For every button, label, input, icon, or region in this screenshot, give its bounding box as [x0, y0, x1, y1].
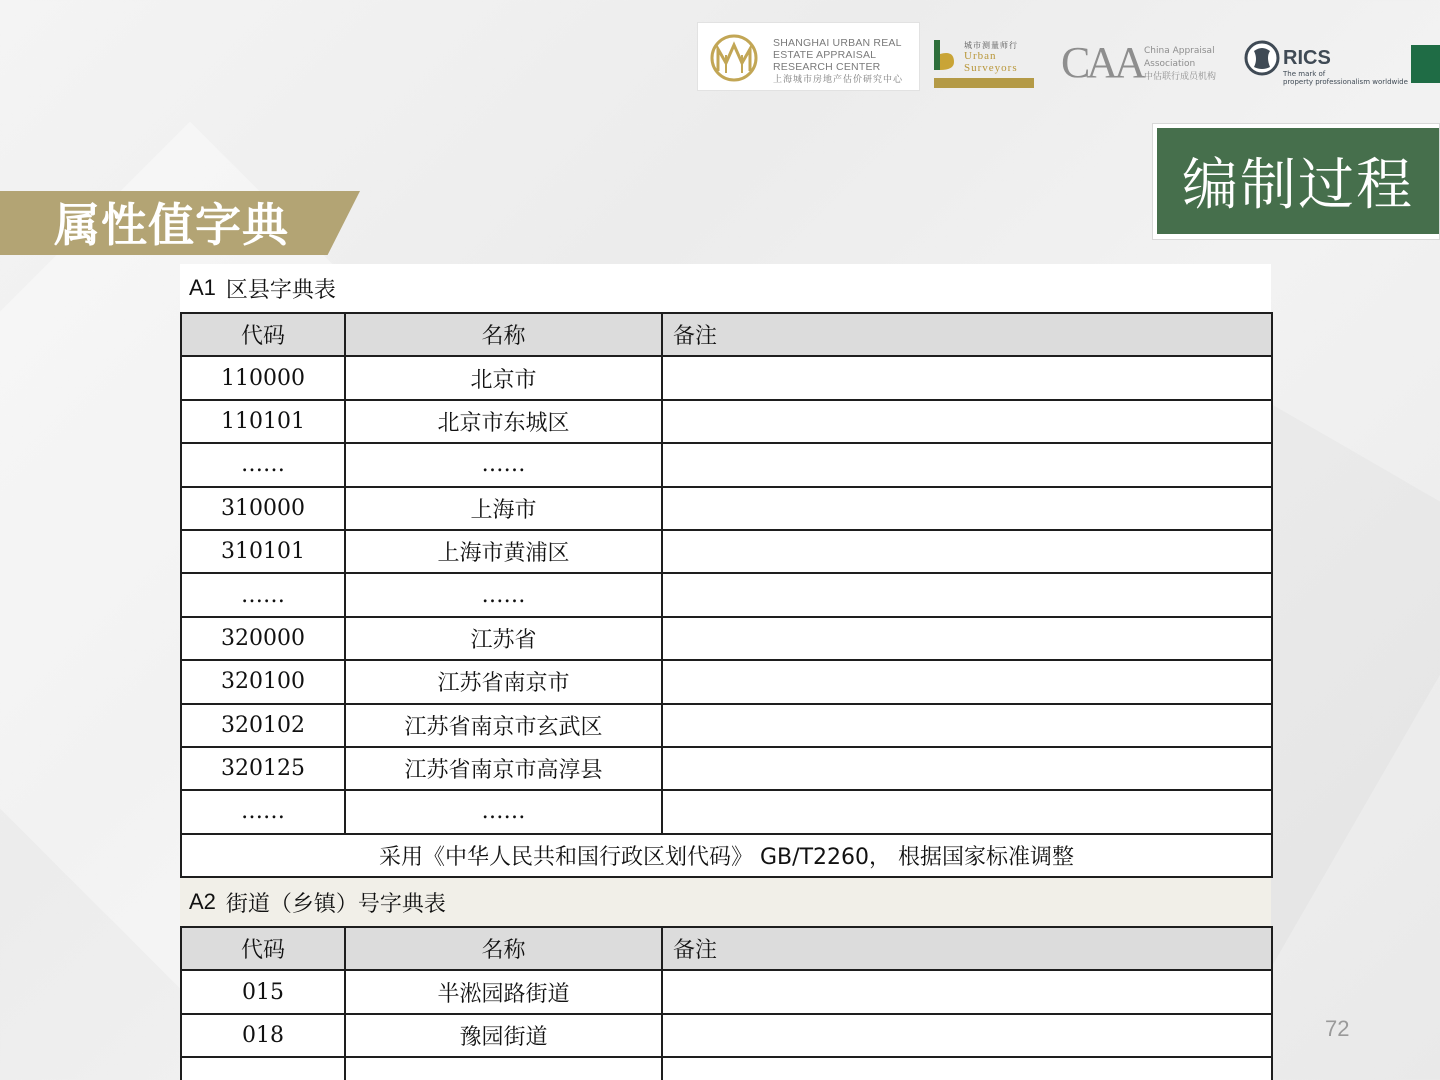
cell-name — [345, 1057, 662, 1080]
table-a2 — [180, 926, 1273, 1080]
urban-surveyors-cn: 城市测量师行 — [964, 41, 1018, 50]
cell-note — [662, 1057, 1272, 1080]
urban-surveyors-name: Urban — [964, 50, 997, 62]
header-code: 代码 — [181, 927, 345, 970]
page-number: 72 — [1325, 1016, 1350, 1041]
table-row — [181, 356, 1272, 399]
cell-code: 110000 — [181, 356, 345, 399]
cell-note — [662, 660, 1272, 703]
urban-surveyors-band — [934, 78, 1034, 88]
table-row — [181, 704, 1272, 747]
cell-name: …… — [345, 790, 662, 833]
surc-emblem-icon — [704, 33, 764, 83]
cell-name: …… — [345, 443, 662, 486]
cell-code: …… — [181, 573, 345, 616]
section-title-box — [1152, 123, 1440, 240]
table-row — [181, 1057, 1272, 1080]
cell-note — [662, 1014, 1272, 1057]
surc-line: RESEARCH CENTER — [773, 61, 881, 73]
rics-lion-icon — [1244, 39, 1280, 77]
caa-line: 中估联行成员机构 — [1144, 72, 1217, 82]
cell-note — [662, 356, 1272, 399]
cell-code: …… — [181, 443, 345, 486]
table-row — [181, 660, 1272, 703]
cell-note — [662, 747, 1272, 790]
table-row — [181, 617, 1272, 660]
cell-note — [662, 573, 1272, 616]
rics-logo — [1244, 39, 1408, 89]
cell-note — [662, 704, 1272, 747]
section-title: 编制过程 — [1157, 128, 1439, 234]
green-accent-tab — [1411, 45, 1440, 83]
surc-cn-name: 上海城市房地产估价研究中心 — [773, 74, 904, 84]
table-footnote: 采用《中华人民共和国行政区划代码》 GB/T2260， 根据国家标准调整 — [181, 834, 1272, 877]
rics-tagline: property professionalism worldwide — [1283, 78, 1408, 86]
cell-code: 310000 — [181, 487, 345, 530]
urban-surveyors-logo — [934, 40, 1036, 90]
caa-logo — [1061, 38, 1226, 88]
cell-name: 北京市 — [345, 356, 662, 399]
table-code: A2 — [189, 889, 216, 915]
cell-name: …… — [345, 573, 662, 616]
cell-note — [662, 617, 1272, 660]
cell-name: 上海市黄浦区 — [345, 530, 662, 573]
cell-note — [662, 400, 1272, 443]
header-note: 备注 — [662, 927, 1272, 970]
urban-surveyors-name: Surveyors — [964, 62, 1018, 74]
table-row — [181, 487, 1272, 530]
cell-note — [662, 443, 1272, 486]
surc-line: ESTATE APPRAISAL — [773, 49, 877, 61]
cell-code: 320100 — [181, 660, 345, 703]
table-title: 街道（乡镇）号字典表 — [225, 891, 446, 917]
cell-code: 110101 — [181, 400, 345, 443]
caa-mark: CAA — [1061, 38, 1142, 87]
table-a2-caption — [180, 878, 1271, 926]
cell-code: 310101 — [181, 530, 345, 573]
table-footnote-row — [181, 834, 1272, 877]
table-header-row — [181, 927, 1272, 970]
cell-code: …… — [181, 790, 345, 833]
caa-line: Association — [1144, 59, 1196, 69]
table-a1-caption — [180, 264, 1271, 312]
table-code: A1 — [189, 275, 216, 300]
table-row — [181, 443, 1272, 486]
table-header-row — [181, 313, 1272, 356]
header-note: 备注 — [662, 313, 1272, 356]
cell-code: 320125 — [181, 747, 345, 790]
rics-name: RICS — [1283, 47, 1331, 69]
cell-name: 江苏省南京市 — [345, 660, 662, 703]
cell-name: 上海市 — [345, 487, 662, 530]
surc-logo — [697, 22, 920, 91]
header-name: 名称 — [345, 313, 662, 356]
rics-tagline: The mark of — [1283, 70, 1326, 78]
cell-name: 江苏省南京市高淳县 — [345, 747, 662, 790]
cell-name: 半淞园路街道 — [345, 970, 662, 1013]
cell-name: 江苏省 — [345, 617, 662, 660]
cell-name: 江苏省南京市玄武区 — [345, 704, 662, 747]
cell-code: 320102 — [181, 704, 345, 747]
table-title: 区县字典表 — [225, 277, 336, 303]
table-row — [181, 573, 1272, 616]
urban-surveyors-mark-icon — [934, 40, 958, 74]
cell-note — [662, 487, 1272, 530]
table-row — [181, 747, 1272, 790]
cell-note — [662, 970, 1272, 1013]
surc-line: SHANGHAI URBAN REAL — [773, 37, 902, 49]
table-row — [181, 400, 1272, 443]
page-title: 属性值字典 — [54, 198, 289, 252]
cell-name: 豫园街道 — [345, 1014, 662, 1057]
header-code: 代码 — [181, 313, 345, 356]
table-row — [181, 970, 1272, 1013]
cell-code — [181, 1057, 345, 1080]
table-row — [181, 790, 1272, 833]
header-name: 名称 — [345, 927, 662, 970]
table-a1 — [180, 312, 1273, 878]
caa-line: China Appraisal — [1144, 46, 1215, 56]
table-row — [181, 530, 1272, 573]
cell-note — [662, 530, 1272, 573]
cell-code: 015 — [181, 970, 345, 1013]
table-row — [181, 1014, 1272, 1057]
dictionary-content — [180, 264, 1271, 1080]
cell-name: 北京市东城区 — [345, 400, 662, 443]
cell-code: 018 — [181, 1014, 345, 1057]
cell-note — [662, 790, 1272, 833]
cell-code: 320000 — [181, 617, 345, 660]
